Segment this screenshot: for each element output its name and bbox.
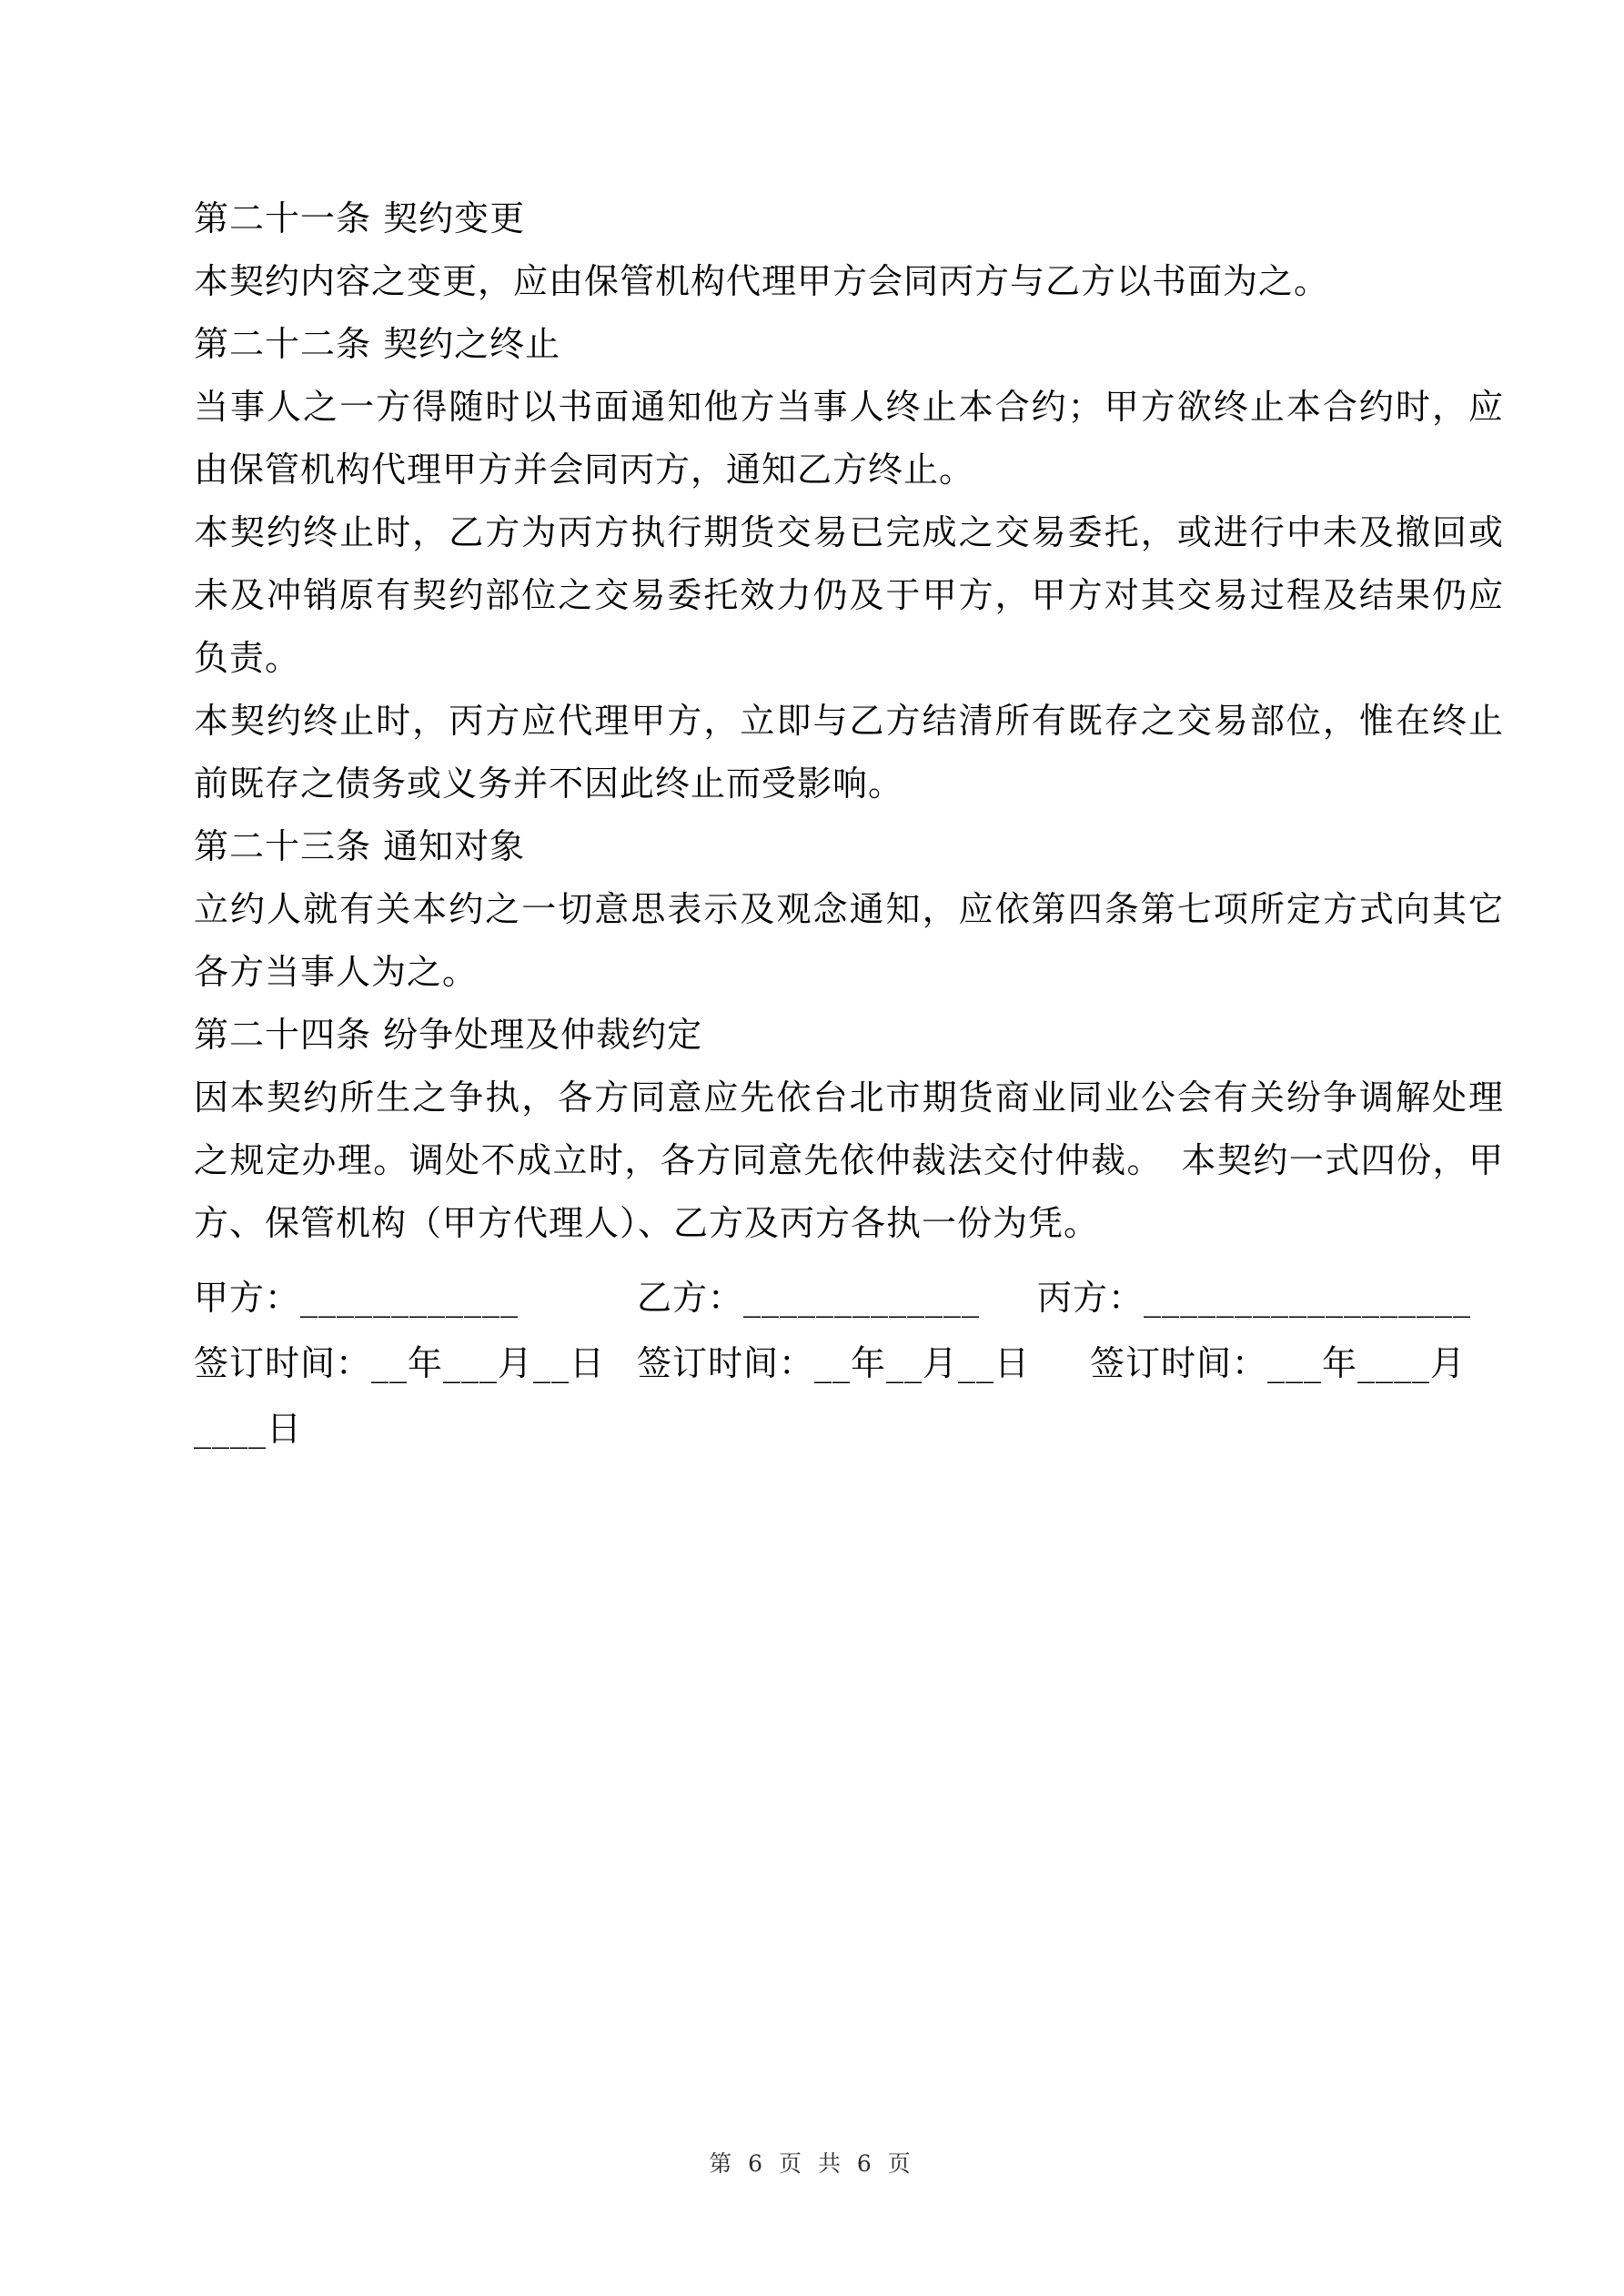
article-24-heading: 第二十四条 纷争处理及仲裁约定: [194, 1015, 703, 1055]
party-c-signature-line: 丙方：__________________: [1037, 1278, 1472, 1318]
article-22-heading: 第二十二条 契约之终止: [194, 324, 561, 364]
signature-row-date-continuation: [194, 1398, 1577, 1463]
article-21-heading: 第二十一条 契约变更: [194, 198, 526, 238]
signature-row-parties: [194, 1267, 1577, 1332]
article-22-paragraph-1: 当事人之一方得随时以书面通知他方当事人终止本合约；甲方欲终止本合约时，应由保管机构代理甲方并会同丙方，通知乙方终止。: [194, 387, 1504, 490]
party-a-signing-date: 签订时间：__年___月__日: [194, 1343, 606, 1383]
article-23-heading: 第二十三条 通知对象: [194, 826, 526, 866]
party-c-signing-date-day: ____日: [194, 1409, 303, 1449]
party-b-signing-date: 签订时间：__年__月__日: [637, 1343, 1031, 1383]
page-number-indicator: 第 6 页 共 6 页: [709, 2150, 915, 2177]
party-c-signing-date: 签订时间：___年____月: [1090, 1343, 1467, 1383]
signature-row-dates: [194, 1332, 1577, 1398]
signature-block: [194, 1267, 1577, 1463]
contract-body: [194, 187, 1504, 1255]
article-21-paragraph: 本契约内容之变更，应由保管机构代理甲方会同丙方与乙方以书面为之。: [194, 261, 1330, 301]
article-23-paragraph: 立约人就有关本约之一切意思表示及观念通知，应依第四条第七项所定方式向其它各方当事人为之。: [194, 889, 1504, 992]
article-22-paragraph-3: 本契约终止时，丙方应代理甲方，立即与乙方结清所有既存之交易部位，惟在终止前既存之债务或义务并不因此终止而受影响。: [194, 701, 1504, 804]
party-b-signature-line: 乙方：_____________: [637, 1278, 981, 1318]
article-24-paragraph: 因本契约所生之争执，各方同意应先依台北市期货商业同业公会有关纷争调解处理之规定办理。调处不成立时，各方同意先依仲裁法交付仲裁。 本契约一式四份，甲方、保管机构（甲方代理人）、乙方及丙方各执一份为凭。: [194, 1077, 1504, 1243]
party-a-signature-line: 甲方：____________: [194, 1278, 519, 1318]
article-22-paragraph-2: 本契约终止时，乙方为丙方执行期货交易已完成之交易委托，或进行中未及撤回或未及冲销原有契约部位之交易委托效力仍及于甲方，甲方对其交易过程及结果仍应负责。: [194, 512, 1504, 678]
